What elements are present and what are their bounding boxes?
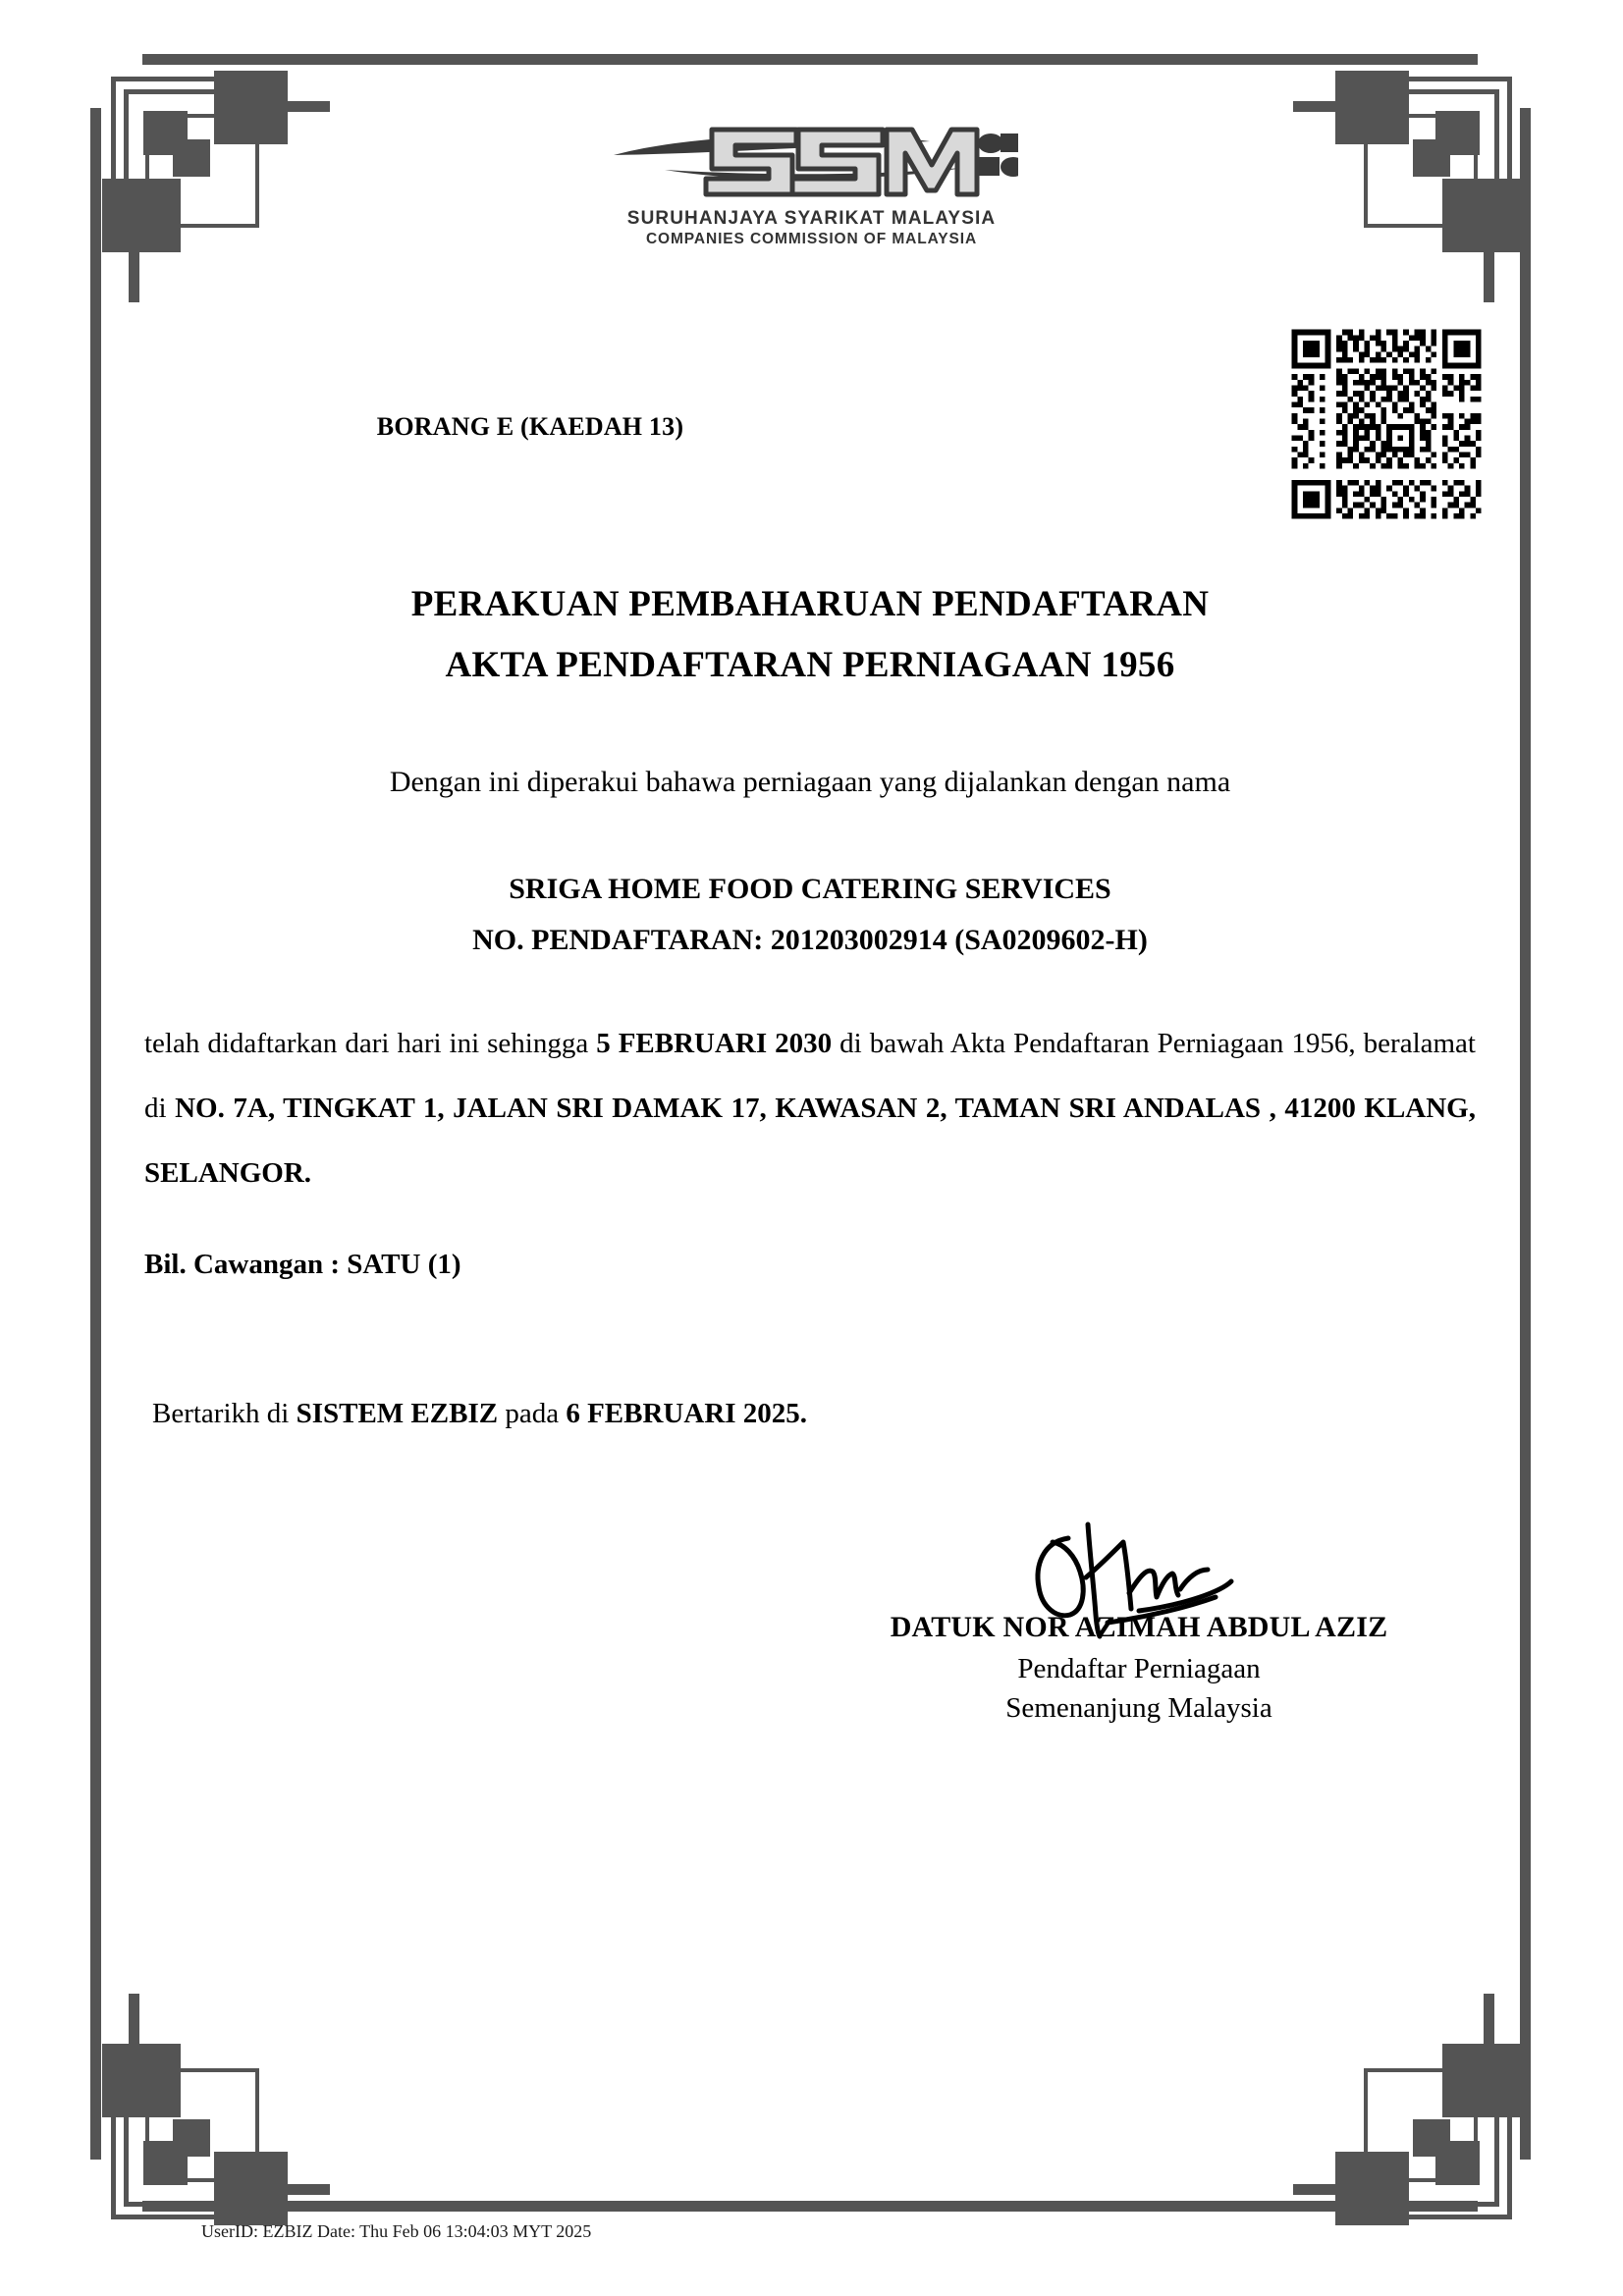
ssm-logo-mark-icon (606, 116, 1018, 206)
corner-ornament-bottom-right (1399, 2090, 1576, 2267)
page-title (142, 574, 1478, 696)
frame-top-border (142, 54, 1478, 65)
expiry-date: 5 FEBRUARI 2030 (596, 1028, 833, 1059)
footer-metadata: UserID: EZBIZ Date: Thu Feb 06 13:04:03 MYT 2025 (201, 2221, 592, 2241)
signatory-role-line-2: Semenanjung Malaysia (1005, 1692, 1272, 1724)
dated-segment-2: pada (498, 1398, 567, 1429)
frame-right-border (1520, 108, 1531, 2160)
body-segment-1: telah didaftarkan dari hari ini sehingga (144, 1028, 597, 1059)
issue-date: 6 FEBRUARI 2025. (566, 1398, 808, 1429)
ssm-logo-name-english: COMPANIES COMMISSION OF MALAYSIA (645, 231, 978, 247)
signatory-role (805, 1649, 1473, 1728)
signature-block (805, 1517, 1473, 1728)
frame-bottom-border (142, 2201, 1478, 2212)
title-line-1: PERAKUAN PEMBAHARUAN PENDAFTARAN (410, 584, 1210, 624)
corner-ornament-bottom-left (47, 2090, 224, 2267)
signatory-name: DATUK NOR AZIMAH ABDUL AZIZ (890, 1611, 1388, 1643)
qr-code (1286, 324, 1492, 530)
business-identity-block (142, 864, 1478, 966)
body-paragraph (144, 1011, 1476, 1205)
frame-left-border (90, 108, 101, 2160)
dated-segment-1: Bertarikh di (152, 1398, 297, 1429)
form-code: BORANG E (KAEDAH 13) (376, 412, 684, 441)
business-address: NO. 7A, TINGKAT 1, JALAN SRI DAMAK 17, KAWASAN 2, TAMAN SRI ANDALAS , 41200 KLANG, SELANGOR. (144, 1093, 1476, 1189)
registration-number: NO. PENDAFTARAN: 201203002914 (SA0209602-H) (472, 924, 1148, 956)
branch-count: Bil. Cawangan : SATU (1) (144, 1249, 461, 1280)
body-segment-2: di bawah Akta Pendaftaran Perniagaan 1956, beralamat di (144, 1028, 1476, 1124)
signatory-role-line-1: Pendaftar Perniagaan (1017, 1653, 1261, 1684)
issuing-system: SISTEM EZBIZ (296, 1398, 499, 1429)
intro-sentence: Dengan ini diperakui bahawa perniagaan yang dijalankan dengan nama (389, 766, 1231, 798)
business-name: SRIGA HOME FOOD CATERING SERVICES (509, 873, 1111, 905)
dated-line (152, 1398, 807, 1430)
ssm-logo-name-malay: SURUHANJAYA SYARIKAT MALAYSIA (626, 208, 997, 229)
title-line-2: AKTA PENDAFTARAN PERNIAGAAN 1956 (445, 645, 1175, 685)
ssm-logo (0, 116, 1623, 248)
